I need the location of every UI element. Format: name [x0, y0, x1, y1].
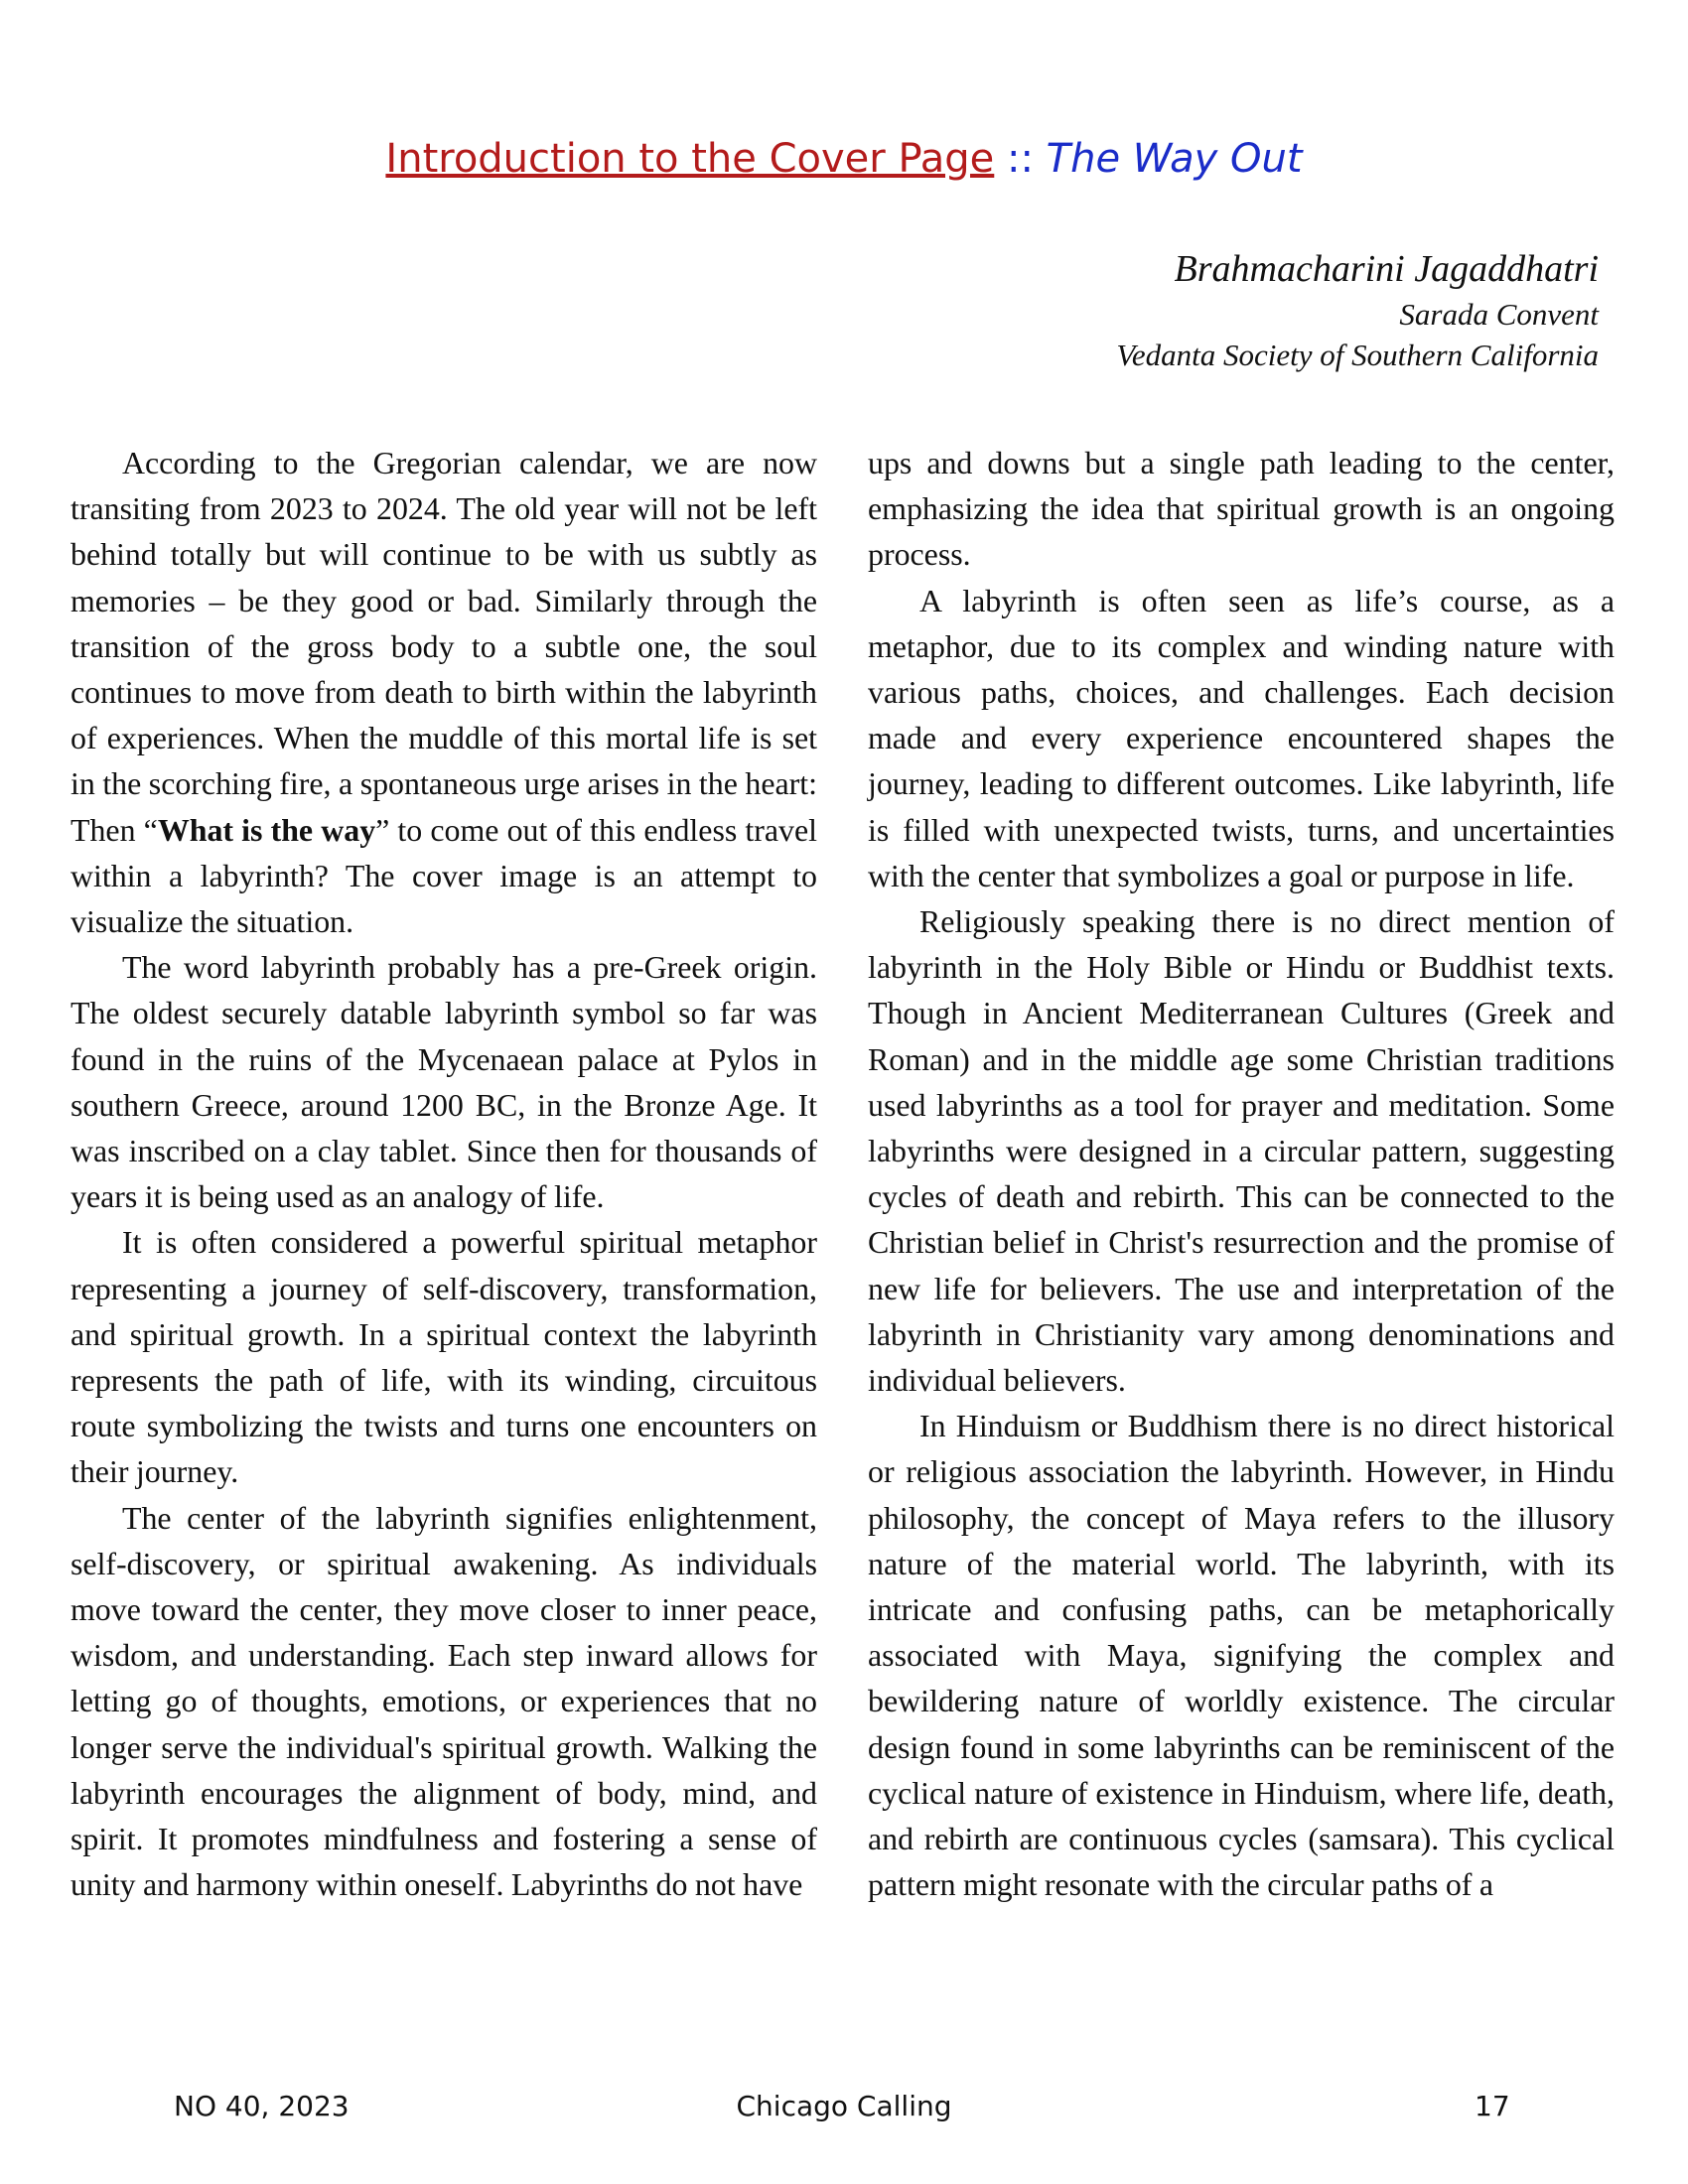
paragraph-gregorian-calendar [70, 441, 817, 945]
author-affiliation-convent: Sarada Convent [1399, 297, 1599, 332]
author-name: Brahmacharini Jagaddhatri [1174, 248, 1599, 290]
paragraph-religious-mention: Religiously speaking there is no direct mention of labyrinth in the Holy Bible or Hindu or Buddhist texts. Though in Ancient Mediterranean Cultures (Greek and Roman) and in the middle age some Christian traditions used labyrinths as a tool for prayer and meditation. Some labyrinths were designed in a circular pattern, suggesting cycles of death and rebirth. This can be connected to the Christian belief in Christ's resurrection and the promise of new life for believers. The use and interpretation of the labyrinth in Christianity vary among denominations and individual believers. [868, 904, 1615, 1399]
footer-issue: NO 40, 2023 [174, 2090, 350, 2122]
title-separator: :: [994, 136, 1047, 182]
paragraph-word-origin: The word labyrinth probably has a pre-Greek origin. The oldest securely datable labyrinth symbol so far was found in the ruins of the Mycenaean palace at Pylos in southern Greece, around 1200 BC, in the Bronze Age. It was inscribed on a clay tablet. Since then for thousands of years it is being used as an analogy of life. [70, 950, 817, 1215]
paragraph-life-course: A labyrinth is often seen as life’s course, as a metaphor, due to its complex and winding nature with various paths, choices, and challenges. Each decision made and every experience encountered shapes the journey, leading to different outcomes. Like labyrinth, life is filled with unexpected twists, turns, and uncertainties with the center that symbolizes a goal or purpose in life. [868, 583, 1615, 893]
author-affiliation-society: Vedanta Society of Southern California [1116, 338, 1599, 372]
emphasis-what-is-the-way: What is the way [157, 812, 376, 848]
page-footer [0, 2090, 1688, 2129]
cover-page-link[interactable]: Introduction to the Cover Page [385, 136, 995, 182]
paragraph-hinduism-buddhism: In Hinduism or Buddhism there is no direct historical or religious association the labyrinth. However, in Hindu philosophy, the concept of Maya refers to the illusory nature of the material world. The labyrinth, with its intricate and confusing paths, can be metaphorically associated with Maya, signifying the complex and bewildering nature of worldly existence. The circular design found in some labyrinths can be reminiscent of the cyclical nature of existence in Hinduism, where life, death, and rebirth are continuous cycles (samsara). This cyclical pattern might resonate with the circular paths of a [868, 1409, 1615, 1903]
paragraph-text: ” to come out of this endless travel within a labyrinth? The cover image is an attempt to visualize the situation. [70, 812, 818, 940]
paragraph-spiritual-metaphor: It is often considered a powerful spiritual metaphor representing a journey of self-discovery, transformation, and spiritual growth. In a spiritual context the labyrinth represents the path of life, with its winding, circuitous route symbolizing the twists and turns one encounters on their journey. [70, 1225, 817, 1490]
left-column [70, 441, 817, 1909]
page-title [0, 133, 1688, 185]
footer-magazine-name: Chicago Calling [736, 2090, 952, 2122]
paragraph-continued: ups and downs but a single path leading to the center, emphasizing the idea that spiritual growth is an ongoing process. [868, 446, 1615, 573]
right-column [868, 441, 1615, 1909]
paragraph-text: According to the Gregorian calendar, we are now transiting from 2023 to 2024. The old year will not be left behind totally but will continue to be with us subtly as memories – be they good or bad. Similarly through the transition of the gross body to a subtle one, the soul continues to move from death to birth within the labyrinth of experiences. When the muddle of this mortal life is set in the scorching fire, a spontaneous urge arises in the heart: Then “ [70, 446, 817, 848]
paragraph-center-meaning: The center of the labyrinth signifies enlightenment, self-discovery, or spiritual awakening. As individuals move toward the center, they move closer to inner peace, wisdom, and understanding. Each step inward allows for letting go of thoughts, emotions, or experiences that no longer serve the individual's spiritual growth. Walking the labyrinth encourages the alignment of body, mind, and spirit. It promotes mindfulness and fostering a sense of unity and harmony within oneself. Labyrinths do not have [70, 1500, 817, 1903]
article-subtitle: The Way Out [1046, 136, 1303, 182]
byline [1116, 244, 1599, 375]
footer-page-number: 17 [1475, 2090, 1510, 2122]
